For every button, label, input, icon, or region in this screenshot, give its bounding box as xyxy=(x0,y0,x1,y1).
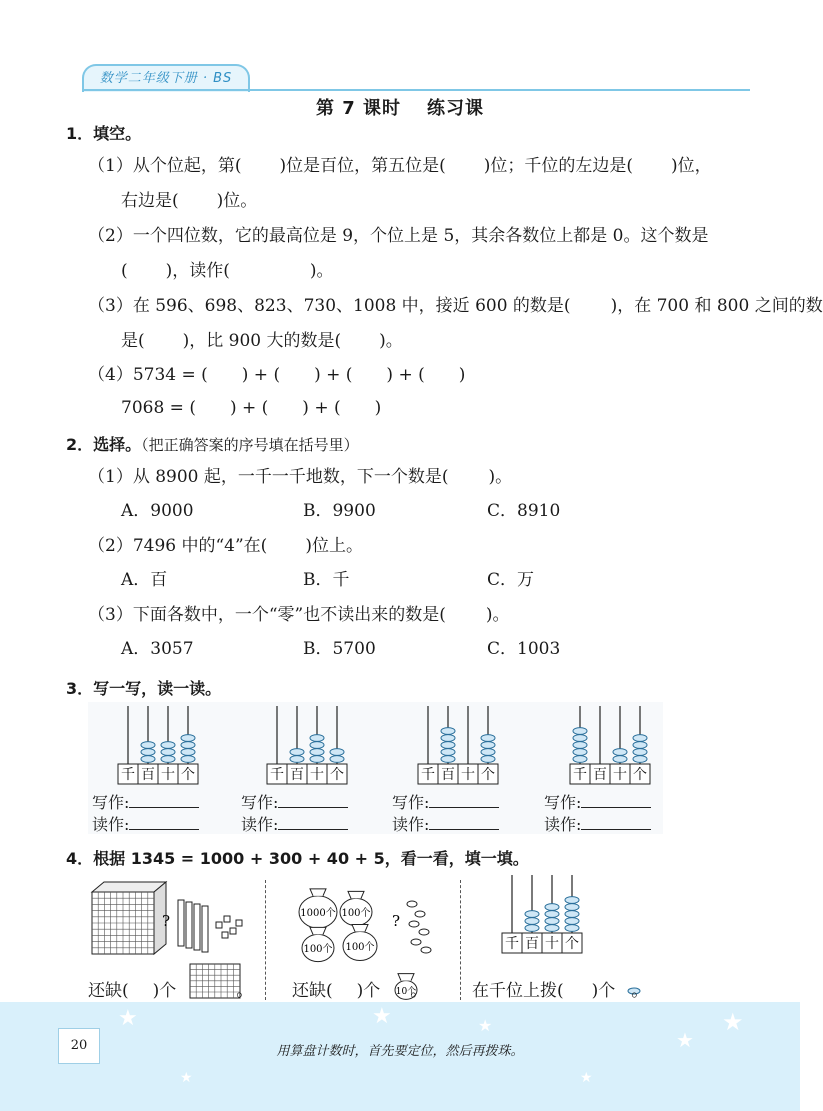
write-label: 写作: xyxy=(92,793,130,812)
bag-label: 100个 xyxy=(303,944,333,955)
abacus-place-label: 千 xyxy=(421,767,435,783)
q1-heading: 1．填空。 xyxy=(66,124,142,143)
q2-heading: 2．选择。（把正确答案的序号填在括号里） xyxy=(66,435,359,454)
q3-heading: 3．写一写，读一读。 xyxy=(66,679,222,698)
q2-s3: （3）下面各数中，一个“零”也不读出来的数是( )。 xyxy=(88,605,510,625)
ten-rod xyxy=(178,900,184,946)
abacus-place-label: 个 xyxy=(481,767,495,783)
unit-cube xyxy=(224,916,230,922)
abacus-place-label: 个 xyxy=(565,936,579,952)
star-icon: ★ xyxy=(580,1070,593,1086)
coin xyxy=(421,947,431,953)
abacus-place-label: 百 xyxy=(593,767,607,783)
abacus-place-label: 个 xyxy=(330,767,344,783)
ten-rod xyxy=(202,906,208,952)
abacus-place-label: 十 xyxy=(545,936,559,952)
read-label: 读作: xyxy=(392,815,430,834)
abacus-place-label: 百 xyxy=(525,936,539,952)
abacus-place-label: 千 xyxy=(573,767,587,783)
coin xyxy=(407,901,417,907)
abacus-bead xyxy=(565,925,579,932)
q4-part1: 还缺( )个 。 xyxy=(88,981,254,1001)
abacus-bead xyxy=(545,904,559,911)
star-icon: ★ xyxy=(180,1070,193,1086)
bag-label: 100个 xyxy=(345,942,375,953)
coin xyxy=(419,929,429,935)
star-icon: ★ xyxy=(118,1006,138,1031)
abacus-bead xyxy=(545,911,559,918)
coin xyxy=(415,911,425,917)
read-label: 读作: xyxy=(544,815,582,834)
q2-s1-option-b[interactable]: B．9900 xyxy=(303,501,376,521)
q4-part2: 还缺( )个 。 xyxy=(292,981,428,1001)
q1-p2a: （2）一个四位数，它的最高位是 9，个位上是 5，其余各数位上都是 0。这个数是 xyxy=(88,226,709,246)
abacus-place-label: 百 xyxy=(290,767,304,783)
q1-p4b: 7068 = ( ) + ( ) + ( ) xyxy=(121,398,382,418)
q1-p2b: ( )，读作( )。 xyxy=(121,261,334,281)
page-number: 20 xyxy=(58,1028,100,1064)
abacus-bead xyxy=(565,897,579,904)
q1-p3a: （3）在 596、698、823、730、1008 中，接近 600 的数是( )，在 700 和 800 之间的数 xyxy=(88,296,823,316)
thousand-cube-top xyxy=(92,882,166,892)
abacus-bead xyxy=(565,918,579,925)
star-icon: ★ xyxy=(372,1004,392,1029)
unit-cube xyxy=(236,920,242,926)
abacus-place-label: 个 xyxy=(181,767,195,783)
star-icon: ★ xyxy=(676,1028,694,1052)
q2-s2: （2）7496 中的“4”在( )位上。 xyxy=(88,536,363,556)
q2-s1-option-a[interactable]: A．9000 xyxy=(121,501,194,521)
abacus-place-label: 十 xyxy=(461,767,475,783)
q2-s1-option-c[interactable]: C．8910 xyxy=(487,501,561,521)
unit-cube xyxy=(230,928,236,934)
q2-s3-option-b[interactable]: B．5700 xyxy=(303,639,376,659)
abacus-place-label: 千 xyxy=(505,936,519,952)
abacus-bead xyxy=(525,911,539,918)
q1-p3b: 是( )，比 900 大的数是( )。 xyxy=(121,331,403,351)
bag-tie xyxy=(310,889,326,896)
q2-note: （把正确答案的序号填在括号里） xyxy=(141,436,359,454)
read-label: 读作: xyxy=(92,815,130,834)
ten-rod xyxy=(186,902,192,948)
q2-s3-option-a[interactable]: A．3057 xyxy=(121,639,194,659)
abacus-bead xyxy=(525,918,539,925)
abacus-place-label: 十 xyxy=(613,767,627,783)
ten-rod xyxy=(194,904,200,950)
header-tab-label: 数学二年级下册 · BS xyxy=(99,71,233,86)
abacus-bead xyxy=(565,911,579,918)
bag-label: 100个 xyxy=(341,908,371,919)
read-label: 读作: xyxy=(241,815,279,834)
abacus-bead xyxy=(565,904,579,911)
coin xyxy=(409,921,419,927)
star-icon: ★ xyxy=(478,1016,493,1035)
q2-s1: （1）从 8900 起，一千一千地数，下一个数是( )。 xyxy=(88,467,513,487)
q1-p1b: 右边是( )位。 xyxy=(121,191,258,211)
unit-cube xyxy=(222,932,228,938)
bag-tie xyxy=(352,925,368,932)
abacus-bead xyxy=(525,925,539,932)
q2-s3-option-c[interactable]: C．1003 xyxy=(487,639,561,659)
q2-s2-option-c[interactable]: C．万 xyxy=(487,570,535,590)
q2-s2-option-b[interactable]: B．千 xyxy=(303,570,350,590)
abacus-place-label: 个 xyxy=(633,767,647,783)
abacus-place-label: 十 xyxy=(310,767,324,783)
coin xyxy=(411,939,421,945)
abacus-place-label: 百 xyxy=(141,767,155,783)
question-mark: ? xyxy=(392,912,401,930)
write-label: 写作: xyxy=(392,793,430,812)
q4-heading: 4．根据 1345 = 1000 + 300 + 40 + 5，看一看，填一填。 xyxy=(66,849,529,868)
abacus-place-label: 十 xyxy=(161,767,175,783)
abacus-place-label: 百 xyxy=(441,767,455,783)
write-label: 写作: xyxy=(241,793,279,812)
abacus-place-label: 千 xyxy=(270,767,284,783)
bag-label: 10个 xyxy=(395,987,417,997)
q1-p1a: （1）从个位起，第( )位是百位，第五位是( )位；千位的左边是( )位， xyxy=(88,156,712,176)
q1-p4a: （4）5734 = ( ) + ( ) + ( ) + ( ) xyxy=(88,365,466,385)
bag-tie xyxy=(310,927,326,934)
question-mark: ? xyxy=(162,912,171,930)
q4-part3: 在千位上拨( )个 。 xyxy=(472,981,649,1001)
star-icon: ★ xyxy=(722,1008,744,1036)
abacus-place-label: 千 xyxy=(121,767,135,783)
footer-tip: 用算盘计数时，首先要定位，然后再拨珠。 xyxy=(276,1044,524,1059)
title-topic: 练习课 xyxy=(427,98,485,119)
write-label: 写作: xyxy=(544,793,582,812)
bag-label: 1000个 xyxy=(300,908,336,919)
unit-cube xyxy=(216,922,222,928)
q2-s2-option-a[interactable]: A．百 xyxy=(121,570,168,590)
bag-tie xyxy=(348,891,364,898)
abacus-bead xyxy=(545,925,559,932)
abacus-bead xyxy=(545,918,559,925)
title-lesson: 第 7 课时 xyxy=(315,98,402,119)
